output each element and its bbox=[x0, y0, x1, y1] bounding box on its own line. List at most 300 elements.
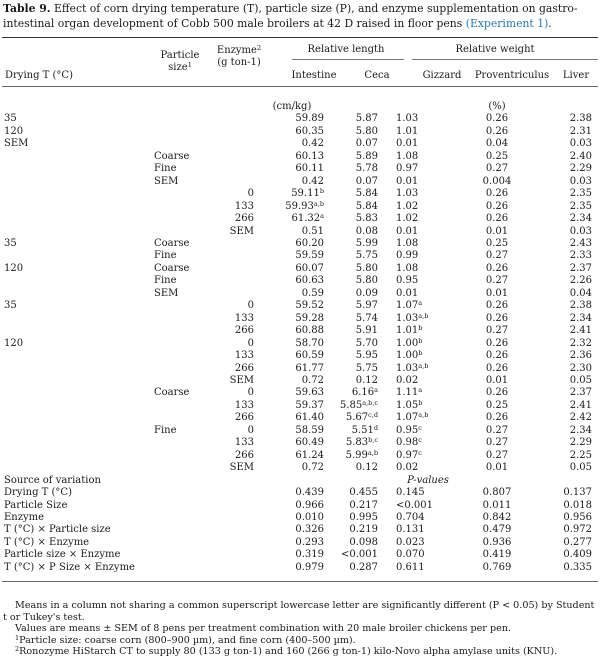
table-cell: 5.84 bbox=[355, 200, 378, 212]
table-cell: 0.217 bbox=[349, 499, 378, 511]
table-cell: 58.70 bbox=[295, 337, 324, 349]
table-row bbox=[4, 176, 594, 188]
table-cell: SEM bbox=[229, 225, 254, 237]
table-cell: 2.34 bbox=[569, 424, 592, 436]
table-cell bbox=[4, 163, 154, 175]
table-cell: 0.335 bbox=[563, 561, 592, 573]
table-cell bbox=[208, 151, 260, 163]
table-cell: Fine bbox=[154, 163, 177, 175]
table-cell bbox=[154, 300, 208, 312]
table-cell: 0.27 bbox=[485, 437, 509, 449]
table-cell bbox=[154, 400, 208, 412]
table-cell: 2.42 bbox=[569, 412, 592, 424]
table-cell: 1.07$^a$ bbox=[396, 299, 423, 312]
proventriculus-header: Proventriculus bbox=[474, 70, 550, 81]
table-cell: 0.12 bbox=[355, 374, 378, 386]
table-cell bbox=[154, 113, 208, 125]
table-cell bbox=[154, 512, 208, 524]
table-cell bbox=[4, 387, 154, 399]
table-cell: 1.00$^b$ bbox=[396, 349, 423, 362]
table-cell: 5.83 bbox=[355, 213, 378, 225]
relative-length-header: Relative length bbox=[307, 44, 385, 55]
table-cell bbox=[154, 375, 208, 387]
drying-t-header: Drying T (°C) bbox=[5, 70, 73, 81]
table-row bbox=[4, 338, 594, 350]
data-table bbox=[4, 101, 594, 574]
table-cell: Fine bbox=[154, 275, 177, 287]
table-cell: 0.27 bbox=[485, 449, 509, 461]
table-cell: 6.16$^a$ bbox=[351, 386, 378, 399]
table-cell: 0.995 bbox=[349, 511, 378, 523]
table-cell: 0.97 bbox=[396, 163, 419, 175]
table-cell bbox=[4, 213, 154, 225]
table-cell: 1.02 bbox=[396, 200, 419, 212]
table-cell: 5.97 bbox=[355, 300, 378, 312]
table-cell: 0.419 bbox=[482, 549, 512, 561]
table-cell: P-values bbox=[407, 474, 449, 486]
particle-size-header: Particle size$^1$ bbox=[160, 50, 200, 73]
table-row bbox=[4, 363, 594, 375]
table-cell bbox=[154, 226, 208, 238]
table-cell bbox=[154, 138, 208, 150]
table-cell: 60.49 bbox=[295, 437, 324, 449]
table-cell: 60.59 bbox=[295, 350, 324, 362]
table-cell bbox=[154, 101, 208, 113]
table-row bbox=[4, 462, 594, 474]
table-row bbox=[4, 300, 594, 312]
table-cell bbox=[4, 462, 154, 474]
table-cell bbox=[208, 512, 260, 524]
table-cell: 0.02 bbox=[396, 374, 419, 386]
table-cell: 0.27 bbox=[485, 250, 509, 262]
table-cell: 0.439 bbox=[295, 487, 324, 499]
table-cell: 0.145 bbox=[396, 487, 425, 499]
table-cell bbox=[208, 138, 260, 150]
table-cell bbox=[324, 475, 378, 487]
table-cell: 2.36 bbox=[569, 350, 592, 362]
table-cell bbox=[208, 263, 260, 275]
table-cell: 0.72 bbox=[301, 462, 324, 474]
table-cell: 5.67$^{c,d}$ bbox=[345, 411, 378, 424]
table-cell bbox=[208, 126, 260, 138]
table-cell bbox=[460, 475, 534, 487]
table-cell: 35 bbox=[4, 113, 17, 125]
table-cell: 0.26 bbox=[485, 412, 509, 424]
table-cell bbox=[154, 350, 208, 362]
table-cell: 266 bbox=[234, 362, 254, 374]
table-cell: 0.01 bbox=[485, 462, 509, 474]
table-cell: 5.91 bbox=[355, 325, 378, 337]
table-cell bbox=[208, 500, 260, 512]
enzyme-header: Enzyme$^2$ (g ton-1) bbox=[216, 44, 262, 68]
table-cell: 133 bbox=[234, 437, 254, 449]
table-cell: 1.00$^b$ bbox=[396, 336, 423, 349]
table-cell: 58.59 bbox=[295, 424, 324, 436]
table-cell: 5.99 bbox=[355, 237, 378, 249]
table-row bbox=[4, 475, 594, 487]
table-cell: 0.26 bbox=[485, 337, 509, 349]
table-cell: 0.02 bbox=[396, 462, 419, 474]
table-cell: 0.04 bbox=[485, 138, 509, 150]
table-cell: 2.32 bbox=[569, 337, 592, 349]
table-cell: (%) bbox=[488, 101, 506, 112]
table-cell: 59.37 bbox=[295, 399, 324, 411]
table-row bbox=[4, 126, 594, 138]
table-cell: 0.01 bbox=[396, 175, 419, 187]
table-cell: 59.28 bbox=[295, 312, 324, 324]
table-cell: 60.11 bbox=[295, 163, 324, 175]
table-row bbox=[4, 400, 594, 412]
length-underline bbox=[292, 59, 404, 60]
table-cell: 0.26 bbox=[485, 113, 509, 125]
table-cell bbox=[154, 462, 208, 474]
table-cell bbox=[154, 412, 208, 424]
table-cell: 0.26 bbox=[485, 200, 509, 212]
table-cell: 0.01 bbox=[396, 287, 419, 299]
table-cell: 0.293 bbox=[295, 536, 324, 548]
table-cell: 35 bbox=[4, 237, 17, 249]
table-cell: 60.63 bbox=[295, 275, 324, 287]
table-cell: 5.80 bbox=[355, 275, 378, 287]
table-cell bbox=[378, 101, 460, 113]
table-row bbox=[4, 213, 594, 225]
table-cell bbox=[4, 375, 154, 387]
table-cell bbox=[154, 213, 208, 225]
table-row bbox=[4, 562, 594, 574]
table-cell: 2.43 bbox=[569, 237, 592, 249]
table-cell: 0.51 bbox=[301, 225, 324, 237]
table-cell: 0.25 bbox=[485, 150, 509, 162]
table-cell: 0.26 bbox=[485, 350, 509, 362]
table-cell bbox=[154, 338, 208, 350]
table-cell: Coarse bbox=[154, 150, 190, 162]
table-cell bbox=[324, 101, 378, 113]
table-cell: 0.27 bbox=[485, 275, 509, 287]
table-row bbox=[4, 350, 594, 362]
table-cell bbox=[208, 250, 260, 262]
table-cell: <0.001 bbox=[396, 499, 434, 511]
table-row bbox=[4, 437, 594, 449]
table-cell: 2.26 bbox=[569, 275, 592, 287]
table-cell: 0.95$^c$ bbox=[396, 423, 422, 436]
table-cell bbox=[208, 549, 260, 561]
table-cell: 1.05$^b$ bbox=[396, 398, 423, 411]
table-cell bbox=[4, 250, 154, 262]
table-cell: 0.277 bbox=[563, 536, 592, 548]
table-cell: 0.05 bbox=[569, 374, 592, 386]
table-cell: 2.33 bbox=[569, 250, 592, 262]
table-cell: 0.97$^c$ bbox=[396, 448, 422, 461]
table-cell: 0.26 bbox=[485, 188, 509, 200]
table-cell: 2.34 bbox=[569, 312, 592, 324]
table-row bbox=[4, 101, 594, 113]
table-row bbox=[4, 275, 594, 287]
table-cell: 120 bbox=[4, 262, 24, 274]
table-cell: 61.24 bbox=[295, 449, 324, 461]
table-cell bbox=[208, 113, 260, 125]
table-cell bbox=[154, 537, 208, 549]
table-cell: 60.88 bbox=[295, 325, 324, 337]
table-cell: 133 bbox=[234, 350, 254, 362]
table-cell: 2.35 bbox=[569, 188, 592, 200]
table-cell: 0.018 bbox=[563, 499, 592, 511]
table-cell: Drying T (°C) bbox=[4, 487, 72, 499]
table-cell bbox=[208, 275, 260, 287]
table-cell bbox=[4, 151, 154, 163]
table-cell: 0.01 bbox=[485, 225, 509, 237]
table-row bbox=[4, 425, 594, 437]
table-cell: 0.979 bbox=[295, 561, 324, 573]
header-rule bbox=[2, 86, 598, 87]
table-cell: T (°C) × P Size × Enzyme bbox=[4, 561, 135, 573]
bottom-rule bbox=[2, 581, 598, 582]
table-cell bbox=[4, 450, 154, 462]
table-row bbox=[4, 313, 594, 325]
table-cell: 5.74 bbox=[355, 312, 378, 324]
table-row bbox=[4, 512, 594, 524]
table-cell bbox=[154, 201, 208, 213]
table-cell: 0.26 bbox=[485, 213, 509, 225]
table-cell: 0.769 bbox=[482, 561, 512, 573]
table-cell: 266 bbox=[234, 325, 254, 337]
table-row bbox=[4, 549, 594, 561]
table-cell: 133 bbox=[234, 200, 254, 212]
table-cell: 0.01 bbox=[485, 287, 509, 299]
table-cell: 59.59 bbox=[295, 250, 324, 262]
liver-header: Liver bbox=[562, 70, 590, 81]
table-cell: 2.25 bbox=[569, 449, 592, 461]
table-cell: 5.80 bbox=[355, 125, 378, 137]
table-cell bbox=[154, 562, 208, 574]
table-cell bbox=[208, 101, 260, 113]
table-cell bbox=[534, 101, 594, 113]
table-cell: 0.01 bbox=[396, 138, 419, 150]
table-cell: 2.38 bbox=[569, 113, 592, 125]
table-cell: 5.85$^{a,b,c}$ bbox=[339, 398, 378, 411]
experiment-link[interactable]: (Experiment 1) bbox=[465, 17, 549, 30]
table-cell: 0.26 bbox=[485, 125, 509, 137]
table-cell: 0.04 bbox=[569, 287, 592, 299]
table-cell: 1.03 bbox=[396, 188, 419, 200]
table-cell bbox=[4, 275, 154, 287]
table-cell: 1.01 bbox=[396, 125, 419, 137]
table-cell bbox=[154, 524, 208, 536]
table-row bbox=[4, 138, 594, 150]
table-cell: 60.20 bbox=[295, 237, 324, 249]
table-cell: 2.41 bbox=[569, 325, 592, 337]
table-cell: 0.05 bbox=[569, 462, 592, 474]
table-cell: Particle size × Enzyme bbox=[4, 549, 121, 561]
table-row bbox=[4, 412, 594, 424]
table-cell: 0.42 bbox=[301, 138, 324, 150]
table-cell: 5.99$^{a,b}$ bbox=[345, 448, 378, 461]
note-significance: Means in a column not sharing a common superscript lowercase letter are significantly different (P < 0.05) by Student t or Tukey's test. bbox=[3, 600, 595, 623]
table-cell bbox=[208, 487, 260, 499]
caption-text: Effect of corn drying temperature (T), particle size (P), and enzyme supplementation on gastro-intestinal organ development of Cobb 500 male broilers at 42 D raised in floor pens bbox=[3, 2, 578, 30]
table-cell: Enzyme bbox=[4, 511, 45, 523]
table-cell: T (°C) × Particle size bbox=[4, 524, 111, 536]
table-cell: 0.27 bbox=[485, 424, 509, 436]
table-cell: 0.27 bbox=[485, 325, 509, 337]
table-cell: 0.07 bbox=[355, 175, 378, 187]
table-cell bbox=[208, 176, 260, 188]
table-cell: 0.42 bbox=[301, 175, 324, 187]
table-cell: 1.02 bbox=[396, 213, 419, 225]
table-cell: 0.219 bbox=[349, 524, 378, 536]
table-cell: 0.972 bbox=[563, 524, 592, 536]
table-cell: 61.40 bbox=[295, 412, 324, 424]
table-cell: 0.95 bbox=[396, 275, 419, 287]
table-label: Table 9. bbox=[3, 2, 51, 15]
table-cell: 5.75 bbox=[355, 250, 378, 262]
table-cell: 0.01 bbox=[396, 225, 419, 237]
table-row bbox=[4, 387, 594, 399]
table-row bbox=[4, 263, 594, 275]
table-notes bbox=[3, 600, 597, 658]
table-cell: 0.807 bbox=[482, 487, 512, 499]
caption-end: . bbox=[548, 17, 552, 30]
table-body bbox=[4, 101, 594, 574]
table-cell: 0 bbox=[247, 337, 254, 349]
table-cell: Fine bbox=[154, 250, 177, 262]
table-cell: 60.13 bbox=[295, 150, 324, 162]
table-cell: 2.37 bbox=[569, 262, 592, 274]
table-cell: 0.09 bbox=[355, 287, 378, 299]
table-cell: 60.07 bbox=[295, 262, 324, 274]
table-cell bbox=[4, 400, 154, 412]
table-cell: 1.07$^{a,b}$ bbox=[396, 411, 429, 424]
table-cell: 1.03 bbox=[396, 113, 419, 125]
table-cell bbox=[154, 363, 208, 375]
table-cell bbox=[154, 549, 208, 561]
intestine-header: Intestine bbox=[291, 70, 337, 81]
table-row bbox=[4, 113, 594, 125]
table-cell bbox=[4, 288, 154, 300]
table-cell bbox=[208, 524, 260, 536]
table-cell bbox=[208, 475, 260, 487]
table-cell: 0.26 bbox=[485, 387, 509, 399]
table-cell: 0.03 bbox=[569, 175, 592, 187]
relative-weight-header: Relative weight bbox=[455, 44, 535, 55]
table-cell: Fine bbox=[154, 424, 177, 436]
table-row bbox=[4, 151, 594, 163]
table-cell: 0 bbox=[247, 300, 254, 312]
table-cell bbox=[208, 562, 260, 574]
table-cell: 5.80 bbox=[355, 262, 378, 274]
table-cell: 0.26 bbox=[485, 312, 509, 324]
table-cell: 2.41 bbox=[569, 399, 592, 411]
table-cell: 2.38 bbox=[569, 300, 592, 312]
table-cell: 2.29 bbox=[569, 437, 592, 449]
table-cell: Particle Size bbox=[4, 499, 68, 511]
table-cell bbox=[260, 475, 324, 487]
table-cell: 2.37 bbox=[569, 387, 592, 399]
table-cell: 0.966 bbox=[295, 499, 324, 511]
table-cell: 0.704 bbox=[396, 511, 425, 523]
table-cell: 0.07 bbox=[355, 138, 378, 150]
table-cell: 0.01 bbox=[485, 374, 509, 386]
table-cell: 5.78 bbox=[355, 163, 378, 175]
table-cell: 59.11$^b$ bbox=[291, 187, 324, 200]
table-cell: 1.01$^b$ bbox=[396, 324, 423, 337]
table-cell: 59.52 bbox=[295, 300, 324, 312]
table-row bbox=[4, 450, 594, 462]
table-row bbox=[4, 487, 594, 499]
table-cell: 0.409 bbox=[563, 549, 592, 561]
table-cell: 0.27 bbox=[485, 163, 509, 175]
table-cell: 59.93$^{a,b}$ bbox=[285, 199, 324, 212]
table-cell: 2.34 bbox=[569, 213, 592, 225]
table-row bbox=[4, 537, 594, 549]
table-cell: 1.11$^a$ bbox=[396, 386, 423, 399]
table-cell: 0.611 bbox=[396, 561, 425, 573]
table-cell: 0 bbox=[247, 188, 254, 200]
table-cell: 0.956 bbox=[563, 511, 592, 523]
table-cell: 5.84 bbox=[355, 188, 378, 200]
table-cell: 0.26 bbox=[485, 262, 509, 274]
table-cell bbox=[154, 500, 208, 512]
table-cell: 0.137 bbox=[563, 487, 592, 499]
table-cell bbox=[4, 101, 154, 113]
table-cell: 0.25 bbox=[485, 237, 509, 249]
table-cell: 0.59 bbox=[301, 287, 324, 299]
table-cell: 1.03$^{a,b}$ bbox=[396, 361, 429, 374]
ceca-header: Ceca bbox=[364, 70, 390, 81]
table-cell: 0.26 bbox=[485, 300, 509, 312]
table-cell: 59.63 bbox=[295, 387, 324, 399]
table-cell: 0.72 bbox=[301, 374, 324, 386]
table-cell: 61.77 bbox=[295, 362, 324, 374]
table-cell: 5.51$^d$ bbox=[351, 423, 378, 436]
table-cell bbox=[4, 363, 154, 375]
table-cell: T (°C) × Enzyme bbox=[4, 536, 90, 548]
table-cell bbox=[4, 325, 154, 337]
weight-underline bbox=[412, 59, 598, 60]
table-cell: 133 bbox=[234, 399, 254, 411]
table-cell: 2.29 bbox=[569, 163, 592, 175]
table-cell: 1.08 bbox=[396, 150, 419, 162]
table-cell: 1.08 bbox=[396, 237, 419, 249]
table-cell: 0.03 bbox=[569, 138, 592, 150]
table-cell: SEM bbox=[154, 287, 179, 299]
table-cell bbox=[154, 325, 208, 337]
table-cell: SEM bbox=[4, 138, 29, 150]
table-cell: Coarse bbox=[154, 237, 190, 249]
table-cell: 59.89 bbox=[295, 113, 324, 125]
table-row bbox=[4, 250, 594, 262]
note-enzyme: $^2$Ronozyme HiStarch CT to supply 80 (133 g ton-1) and 160 (266 g ton-1) kilo-Novo alpha amylase units (KNU). bbox=[15, 645, 558, 657]
table-cell: 0.098 bbox=[349, 536, 378, 548]
table-cell: 0.03 bbox=[569, 225, 592, 237]
table-row bbox=[4, 325, 594, 337]
table-cell: 0.319 bbox=[295, 549, 324, 561]
table-cell bbox=[208, 163, 260, 175]
table-cell: 2.35 bbox=[569, 200, 592, 212]
top-rule bbox=[2, 37, 598, 38]
table-cell: 0 bbox=[247, 387, 254, 399]
table-cell: 0.479 bbox=[482, 524, 512, 536]
table-cell bbox=[154, 188, 208, 200]
table-cell: 0.070 bbox=[396, 549, 425, 561]
table-cell: 5.70 bbox=[355, 337, 378, 349]
table-cell bbox=[4, 313, 154, 325]
gizzard-header: Gizzard bbox=[422, 70, 462, 81]
table-cell bbox=[154, 437, 208, 449]
table-cell: 120 bbox=[4, 337, 24, 349]
table-cell: 0.08 bbox=[355, 225, 378, 237]
table-cell: 0.455 bbox=[349, 487, 378, 499]
table-cell bbox=[4, 425, 154, 437]
